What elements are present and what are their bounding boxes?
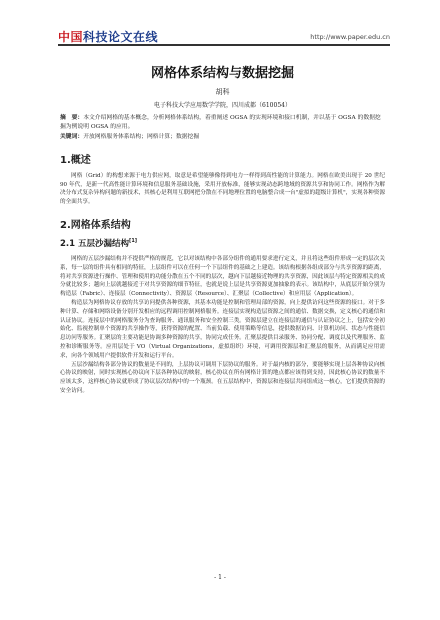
section-2-heading: 2.网格体系结构 — [60, 219, 131, 231]
paper-title: 网格体系结构与数据挖掘 — [150, 66, 294, 81]
logo-part-1: 中国 — [58, 30, 84, 44]
affiliation: 电子科技大学应用数学学院，四川成都（610054） — [154, 102, 291, 109]
section-2-paragraph-2: 构造层为网格协议存放的共享访问提供各种资源，其基本功能是控制和管理局部的资源，向上提供访问这些资源的接口。对于多种计算、存储和网络设备分别开发相应的远程调用控制网格服务。连接层实现构造层资源之间的通信、数据交换，定义核心的通信和认证协议。连接层中的网格服务分为查询服务、通讯服务和安全控制三类。资源层建立在连接层的通信与认证协议之上，包括安全初始化、监视控制单个资源的共享操作等，获得资源的配置、当前负载、使用策略等信息，提供数据访问、计算机访问、状态与性能信息访问等服务。汇聚层的主要功能是协调多种资源的共享，协同完成任务。汇聚层提供目录服务、协同分配、调度以及代理服务、监控和诊断服务等。应用层处于 VO（Virtual Organizations，虚拟组织）环境，可调用资源层和汇聚层的服务，从而满足应用需求，向各个领域用户提供软件开发和运行平台。 — [60, 299, 385, 359]
site-logo — [58, 28, 158, 45]
section-2-paragraph-3: 五层沙漏结构各部分协议的数量是不同的，上层协议可调用下层协议的服务。对于最内核的部分，要能够实现上层各种协议向核心协议的映射，同时实现核心协议向下层各种协议的映射，核心协议在所有网格计算的地点都应该得到支持，因此核心协议的数量不应该太多，这样核心协议就形成了协议层次结构中的一个瓶颈。在五层结构中，资源层和连接层共同组成这一核心，它们提供资源的安全访问。 — [60, 361, 385, 394]
page-header — [0, 0, 440, 48]
site-url[interactable]: http://www.paper.edu.cn — [310, 33, 390, 41]
author: 胡科 — [215, 88, 230, 96]
subsection-2-1-title: 2.1 五层沙漏结构 — [60, 238, 130, 249]
paper-body — [60, 62, 385, 396]
section-2-paragraph-1: 网格的五层沙漏结构并不提供严格的规范，它以对该结构中各部分组件的通用要求进行定义，并且将这些组件形成一定的层次关系，每一层的组件具有相同的特征，上层组件可以在任何一个下层组件的基础之上建造。该结构根据各组成部分与共享资源的距离，将对共享资源进行操作、管理和使用的功能分散在五个不同的层次，越向下层越接近物理的共享资源，因此该层与特定资源相关的成分就比较多；越向上层就越接近于对共享资源的细节特征，也就是说上层是共享资源更加抽象的表示。该结构中，从底层开始分别为构造层（Fabric）、连接层（Connectivity）、资源层（Resource）、汇聚层（Collective）和应用层（Application）。 — [60, 255, 385, 298]
subsection-2-1-heading — [60, 237, 385, 249]
abstract — [60, 114, 385, 131]
section-1-heading: 1.概述 — [60, 154, 91, 166]
keywords-label: 关键词： — [60, 134, 84, 141]
abstract-text: 本文介绍网格的基本概念，分析网格体系结构，着重阐述 OGSA 的实现环境和接口机制，并以基于 OGSA 的数据挖掘为例说明 OGSA 的应用。 — [60, 115, 381, 130]
logo-part-2: 科技论文在线 — [83, 30, 159, 44]
section-1-paragraph: 网格（Grid）的构想来源于电力供应网，取意是希望能够像得到电力一样得到高性能的计算能力。网格在欧美出现于 20 世纪 90 年代，是新一代高性能计算环境和信息服务基础设施，采用开放标准，能够实现动态跨地域的资源共享和协同工作。网格作为解决分布式复杂异构问题的新技术，其核心是利用互联网把分散在不同地理位置的电脑整合成一台"虚拟的超级计算机"，实现各种资源的全面共享。 — [60, 172, 385, 206]
keywords — [60, 133, 385, 142]
abstract-label: 摘 要： — [60, 115, 84, 121]
page-number: - 1 - — [214, 574, 226, 581]
header-divider — [58, 44, 390, 46]
citation-ref[interactable]: [1] — [129, 238, 138, 245]
keywords-text: 开放网格服务体系结构；网格计算；数据挖掘 — [83, 134, 200, 141]
